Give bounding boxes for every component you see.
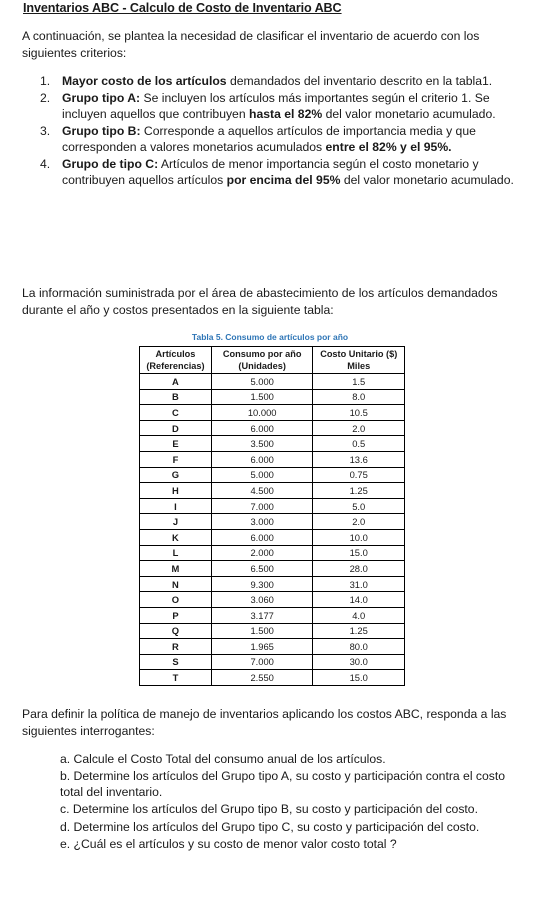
cell-consumo: 4.500 — [211, 483, 313, 499]
cell-costo: 14.0 — [313, 592, 405, 608]
table-row — [140, 654, 405, 670]
cell-consumo: 10.000 — [211, 405, 313, 421]
cell-articulo: G — [140, 467, 212, 483]
table-row — [140, 498, 405, 514]
table-row — [140, 374, 405, 390]
cell-articulo: A — [140, 374, 212, 390]
criteria-number: 2. — [40, 90, 51, 105]
cell-costo: 2.0 — [313, 514, 405, 530]
cell-consumo: 7.000 — [211, 654, 313, 670]
consumption-table — [139, 346, 405, 686]
cell-costo: 28.0 — [313, 561, 405, 577]
criteria-bold: Grupo tipo A: — [62, 90, 141, 105]
questions-list — [60, 752, 520, 854]
document-title: Inventarios ABC - Calculo de Costo de Inventario ABC — [23, 1, 342, 15]
cell-articulo: O — [140, 592, 212, 608]
criteria-text: demandados del inventario descrito en la tabla1. — [226, 74, 493, 88]
criteria-item — [40, 73, 520, 90]
criteria-item — [40, 123, 520, 156]
question-item: e. ¿Cuál es el artículos y su costo de menor valor costo total ? — [60, 837, 397, 852]
cell-articulo: P — [140, 607, 212, 623]
header-articulos: Artículos (Referencias) — [140, 347, 212, 374]
cell-consumo: 3.177 — [211, 607, 313, 623]
cell-costo: 15.0 — [313, 670, 405, 686]
table-header-row — [140, 347, 405, 374]
table-row — [140, 639, 405, 655]
cell-consumo: 9.300 — [211, 576, 313, 592]
cell-articulo: S — [140, 654, 212, 670]
header-consumo: Consumo por año (Unidades) — [211, 347, 313, 374]
table-row — [140, 670, 405, 686]
cell-articulo: H — [140, 483, 212, 499]
cell-consumo: 3.000 — [211, 514, 313, 530]
criteria-item — [40, 156, 520, 189]
criteria-text-2: del valor monetario acumulado. — [340, 173, 514, 187]
table-row — [140, 420, 405, 436]
cell-consumo: 5.000 — [211, 467, 313, 483]
criteria-text-2: del valor monetario acumulado. — [322, 107, 496, 121]
cell-costo: 0.5 — [313, 436, 405, 452]
intro-paragraph: A continuación, se plantea la necesidad de clasificar el inventario de acuerdo con los siguientes criterios: — [22, 29, 480, 60]
criteria-bold-2: hasta el 82% — [249, 107, 323, 121]
question-item: c. Determine los artículos del Grupo tipo B, su costo y participación del costo. — [60, 802, 478, 817]
table-row — [140, 592, 405, 608]
table-row — [140, 623, 405, 639]
cell-costo: 30.0 — [313, 654, 405, 670]
info-paragraph: La información suministrada por el área de abastecimiento de los artículos demandados durante el año y costos presentados en la siguiente tabla: — [22, 286, 498, 317]
question-item: d. Determine los artículos del Grupo tipo C, su costo y participación del costo. — [60, 819, 480, 834]
table-row — [140, 467, 405, 483]
cell-articulo: T — [140, 670, 212, 686]
question-item: b. Determine los artículos del Grupo tipo A, su costo y participación contra el costo total del inventario. — [60, 769, 506, 799]
cell-costo: 2.0 — [313, 420, 405, 436]
table-row — [140, 607, 405, 623]
table-row — [140, 389, 405, 405]
cell-articulo: N — [140, 576, 212, 592]
policy-paragraph: Para definir la política de manejo de inventarios aplicando los costos ABC, responda a las siguientes interrogantes: — [22, 707, 507, 738]
cell-articulo: D — [140, 420, 212, 436]
criteria-text: Corresponde a aquellos artículos de importancia media y que corresponden a valores monetarios acumulados — [62, 123, 476, 154]
criteria-bold-2: entre el 82% y el 95%. — [325, 140, 452, 154]
criteria-bold: Grupo tipo B: — [62, 123, 141, 138]
criteria-number: 3. — [40, 123, 51, 138]
cell-costo: 5.0 — [313, 498, 405, 514]
table-row — [140, 436, 405, 452]
table-row — [140, 405, 405, 421]
cell-costo: 15.0 — [313, 545, 405, 561]
header-costo: Costo Unitario ($) Miles — [313, 347, 405, 374]
cell-articulo: C — [140, 405, 212, 421]
cell-consumo: 2.550 — [211, 670, 313, 686]
table-row — [140, 529, 405, 545]
criteria-number: 4. — [40, 156, 51, 171]
cell-costo: 31.0 — [313, 576, 405, 592]
cell-articulo: L — [140, 545, 212, 561]
cell-costo: 80.0 — [313, 639, 405, 655]
criteria-bold-2: por encima del 95% — [226, 173, 341, 187]
cell-articulo: B — [140, 389, 212, 405]
table-row — [140, 451, 405, 467]
table-row — [140, 576, 405, 592]
cell-costo: 10.0 — [313, 529, 405, 545]
cell-consumo: 3.060 — [211, 592, 313, 608]
cell-consumo: 6.000 — [211, 451, 313, 467]
cell-costo: 1.25 — [313, 623, 405, 639]
question-item: a. Calcule el Costo Total del consumo anual de los artículos. — [60, 752, 386, 766]
cell-costo: 4.0 — [313, 607, 405, 623]
cell-articulo: R — [140, 639, 212, 655]
cell-consumo: 3.500 — [211, 436, 313, 452]
criteria-list — [40, 73, 520, 189]
table-row — [140, 561, 405, 577]
cell-consumo: 7.000 — [211, 498, 313, 514]
table-caption: Tabla 5. Consumo de artículos por año — [191, 332, 349, 342]
cell-articulo: K — [140, 529, 212, 545]
cell-consumo: 5.000 — [211, 374, 313, 390]
cell-articulo: I — [140, 498, 212, 514]
cell-consumo: 6.000 — [211, 529, 313, 545]
criteria-bold: Mayor costo de los artículos — [62, 74, 227, 88]
cell-costo: 1.25 — [313, 483, 405, 499]
cell-consumo: 6.000 — [211, 420, 313, 436]
cell-articulo: F — [140, 451, 212, 467]
cell-costo: 1.5 — [313, 374, 405, 390]
cell-articulo: M — [140, 561, 212, 577]
criteria-number: 1. — [40, 74, 51, 88]
cell-costo: 0.75 — [313, 467, 405, 483]
cell-costo: 13.6 — [313, 451, 405, 467]
criteria-bold: Grupo de tipo C: — [62, 156, 159, 171]
criteria-item — [40, 90, 520, 123]
table-row — [140, 545, 405, 561]
cell-articulo: Q — [140, 623, 212, 639]
cell-articulo: E — [140, 436, 212, 452]
cell-consumo: 1.500 — [211, 389, 313, 405]
cell-costo: 8.0 — [313, 389, 405, 405]
criteria-text: Se incluyen los artículos más importantes según el criterio 1. Se incluyen aquellos que contribuyen — [62, 90, 490, 121]
cell-consumo: 6.500 — [211, 561, 313, 577]
cell-consumo: 2.000 — [211, 545, 313, 561]
cell-articulo: J — [140, 514, 212, 530]
table-row — [140, 483, 405, 499]
cell-costo: 10.5 — [313, 405, 405, 421]
criteria-text: Artículos de menor importancia según el costo monetario y contribuyen aquellos artículos — [62, 156, 479, 187]
table-body — [140, 374, 405, 686]
cell-consumo: 1.500 — [211, 623, 313, 639]
cell-consumo: 1.965 — [211, 639, 313, 655]
table-row — [140, 514, 405, 530]
